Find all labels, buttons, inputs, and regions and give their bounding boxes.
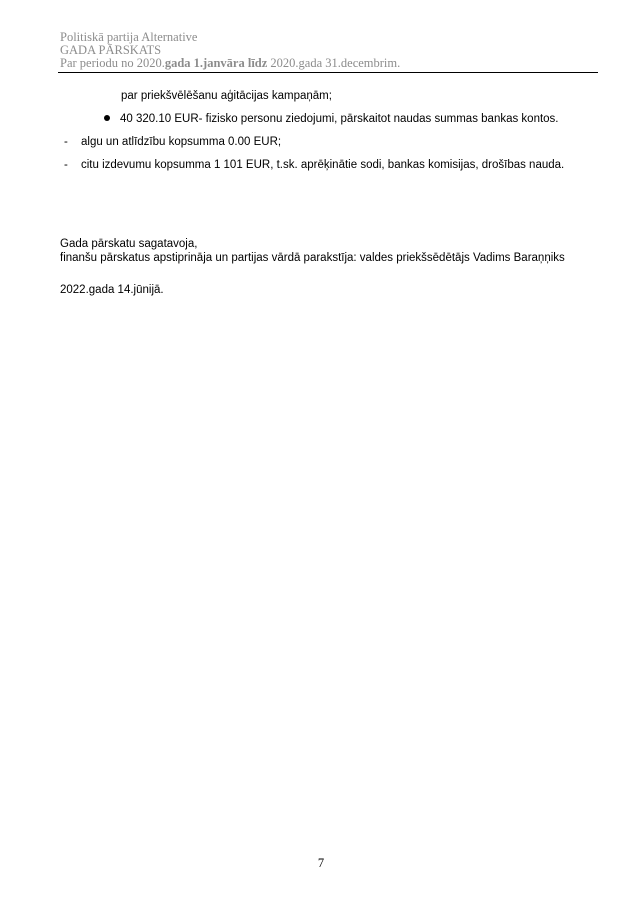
dash-list-item	[64, 158, 564, 172]
document-date: 2022.gada 14.jūnijā.	[60, 284, 164, 296]
approval-signature-line: finanšu pārskatus apstiprināja un partijas vārdā parakstīja: valdes priekšsēdētājs Vadims Baraņņiks	[60, 252, 565, 264]
header-period	[60, 57, 400, 70]
header-period-end: 2020.gada 31.decembrim.	[267, 56, 401, 70]
header-report-title: GADA PĀRSKATS	[60, 43, 162, 57]
page-header	[60, 31, 400, 70]
header-period-start: Par periodu no 2020.	[60, 56, 165, 70]
continuation-line: par priekšvēlēšanu aģitācijas kampaņām;	[121, 90, 332, 102]
bullet-icon	[104, 115, 110, 121]
bullet-item-text: 40 320.10 EUR- fizisko personu ziedojumi, pārskaitot naudas summas bankas kontos.	[120, 113, 559, 125]
header-period-bold: gada 1.janvāra līdz	[164, 56, 268, 70]
dash-icon: -	[64, 159, 68, 171]
dash-item-text: algu un atlīdzību kopsumma 0.00 EUR;	[81, 136, 282, 148]
prepared-by-line: Gada pārskatu sagatavoja,	[60, 238, 198, 250]
page-number: 7	[317, 856, 325, 870]
header-party-name: Politiskā partija Alternative	[60, 30, 198, 44]
dash-item-text: citu izdevumu kopsumma 1 101 EUR, t.sk. aprēķinātie sodi, bankas komisijas, drošības nauda.	[81, 159, 565, 171]
bullet-list-item	[104, 112, 559, 126]
dash-list-item	[64, 135, 281, 149]
dash-icon: -	[64, 136, 68, 148]
header-divider	[58, 72, 598, 73]
